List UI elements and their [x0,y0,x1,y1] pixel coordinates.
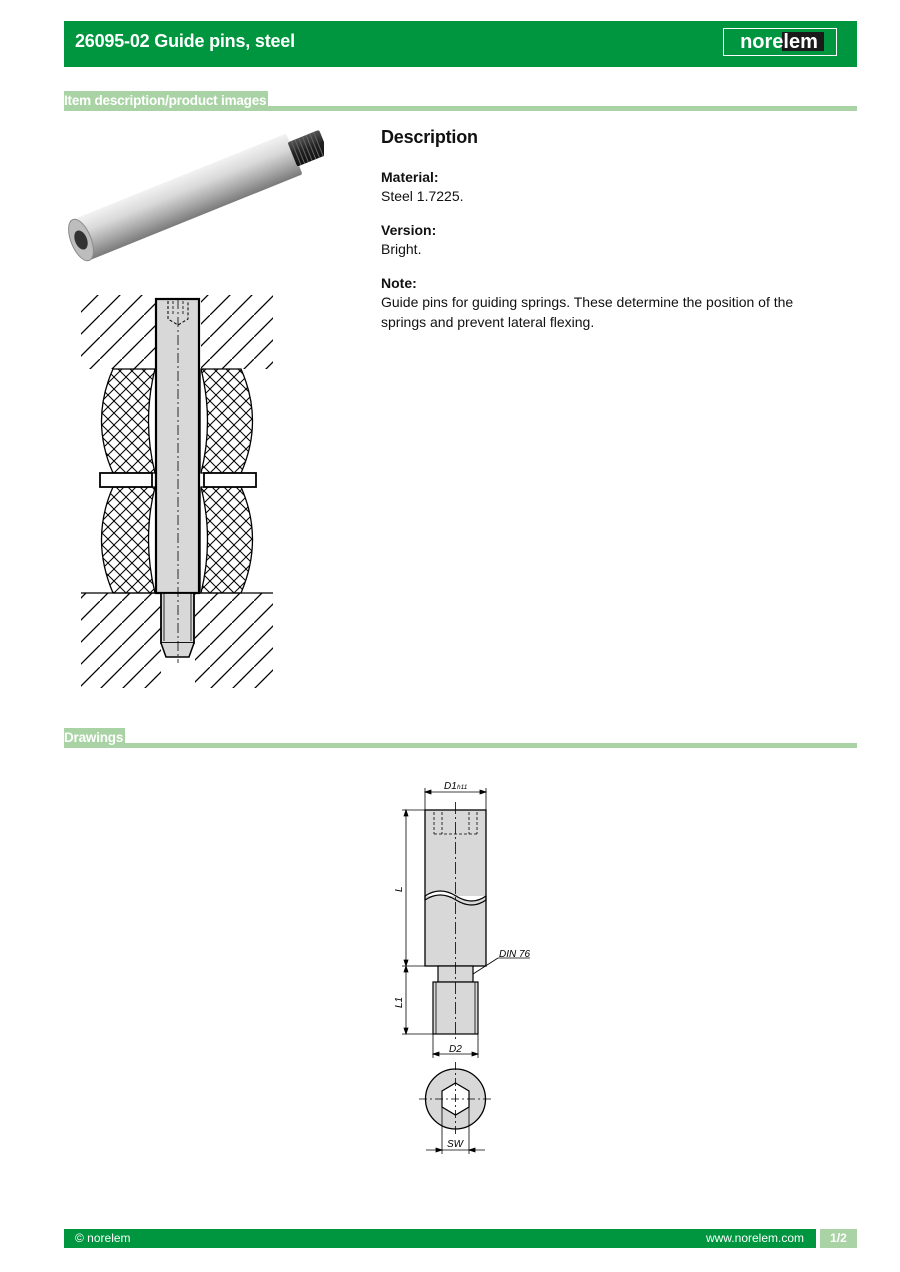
page-title: 26095-02 Guide pins, steel [75,31,295,51]
website-link[interactable]: www.norelem.com [705,1231,804,1245]
material-value: Steel 1.7225. [381,188,464,204]
version-label: Version: [381,221,437,238]
d1-tolerance-label: h11 [457,784,468,791]
footer-bar [64,1229,816,1248]
application-illustration [78,293,278,691]
page-number: 1/2 [820,1229,857,1248]
d2-label: D2 [449,1044,462,1055]
l1-label: L1 [394,996,405,1008]
product-image [64,128,324,273]
note-value: Guide pins for guiding springs. These determine the position of the springs and prevent lateral flexing. [381,294,794,330]
d1-label: D1 [444,781,457,792]
din-label: DIN 76 [499,949,531,960]
sw-label: SW [447,1139,464,1150]
technical-drawing [380,772,550,1162]
version-value: Bright. [381,241,422,257]
header-bar [64,21,857,67]
section-title: Item description/product images [64,91,268,111]
l-label: L [394,886,405,892]
copyright-text: © norelem [75,1231,131,1245]
norelem-logo [723,28,837,56]
description-block [381,128,841,346]
note-label: Note: [381,274,417,291]
section-title: Drawings [64,728,125,748]
material-label: Material: [381,168,439,185]
section-item-description [64,91,857,111]
logo-text: norelem [740,31,818,53]
description-heading: Description [381,127,478,147]
section-drawings [64,728,857,748]
